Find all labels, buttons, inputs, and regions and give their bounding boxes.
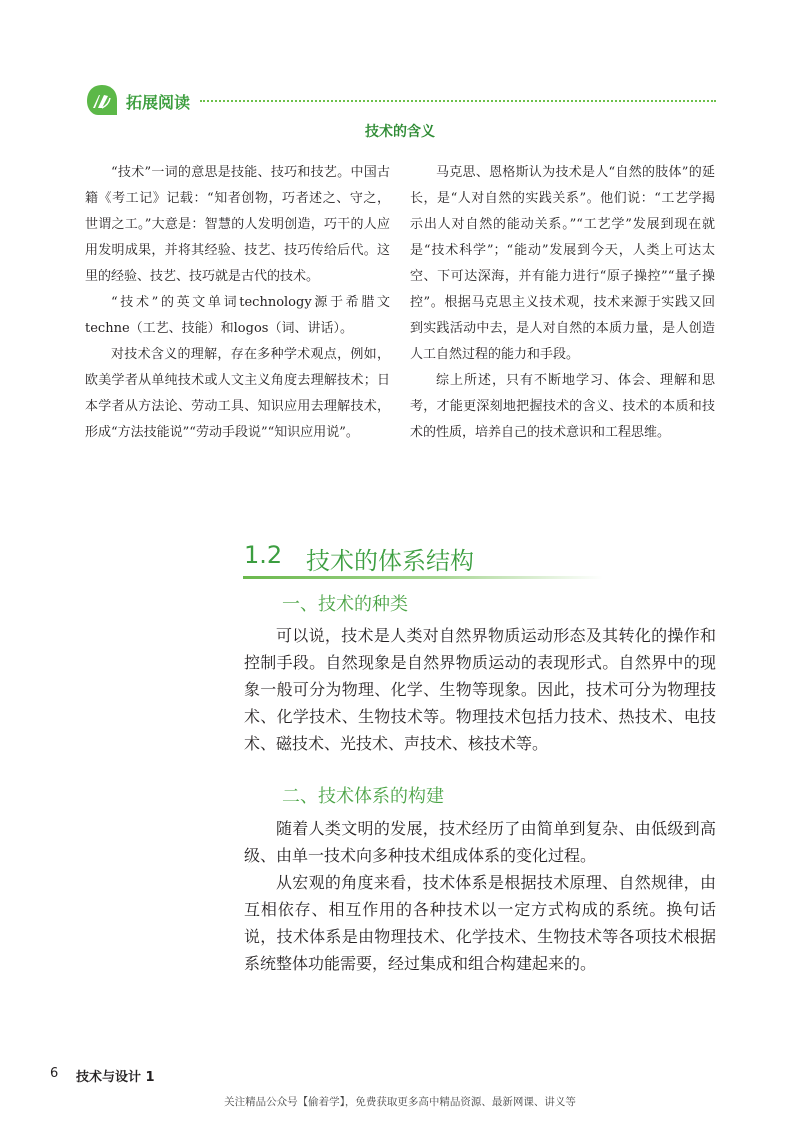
reading-paragraph: “技术”一词的意思是技能、技巧和技艺。中国古籍《考工记》记载：“知者创物，巧者述之、守之，世谓之工。”大意是：智慧的人发明创造，巧干的人应用发明成果，并将其经验、技艺、技巧传给后代。这里的经验、技艺、技巧就是古代的技术。: [85, 165, 390, 284]
body-paragraph: 可以说，技术是人类对自然界物质运动形态及其转化的操作和控制手段。自然现象是自然界物质运动的表现形式。自然界中的现象一般可分为物理、化学、生物等现象。因此，技术可分为物理技术、化学技术、生物技术等。物理技术包括力技术、热技术、电技术、磁技术、光技术、声技术、核技术等。: [244, 626, 716, 753]
reading-title: 技术的含义: [365, 124, 435, 140]
extended-reading-label: 拓展阅读: [126, 93, 191, 112]
subsection-heading-construction: 二、技术体系的构建: [282, 786, 444, 807]
book-title: 技术与设计 1: [76, 1070, 155, 1085]
dotted-divider: [200, 100, 716, 102]
body-paragraph: 随着人类文明的发展，技术经历了由简单到复杂、由低级到高级、由单一技术向多种技术组成体系的变化过程。: [244, 819, 716, 865]
reading-paragraph: “技术”的英文单词technology源于希腊文techne（工艺、技能）和logos（词、讲话）。: [85, 295, 390, 336]
reading-paragraph: 马克思、恩格斯认为技术是人“自然的肢体”的延长，是“人对自然的实践关系”。他们说：“工艺学揭示出人对自然的能动关系。”“工艺学”发展到现在就是“技术科学”；“能动”发展到今天，人类上可达太空、下可达深海，并有能力进行“原子操控”“量子操控”。根据马克思主义技术观，技术来源于实践又回到实践活动中去，是人对自然的本质力量，是人创造人工自然过程的能力和手段。: [410, 165, 715, 362]
page-number: 6: [50, 1066, 59, 1081]
body-paragraph: 从宏观的角度来看，技术体系是根据技术原理、自然规律，由互相依存、相互作用的各种技术以一定方式构成的系统。换句话说，技术体系是由物理技术、化学技术、生物技术等各项技术根据系统整体功能需要，经过集成和组合构建起来的。: [244, 873, 716, 973]
section-title: 技术的体系结构: [306, 547, 474, 575]
leaf-book-icon: [86, 84, 118, 116]
section-number: 1.2: [244, 541, 283, 569]
subsection-body-types: [244, 622, 716, 757]
reading-paragraph: 综上所述，只有不断地学习、体会、理解和思考，才能更深刻地把握技术的含义、技术的本质和技术的性质，培养自己的技术意识和工程思维。: [410, 373, 715, 440]
reading-right-column: [410, 160, 715, 446]
section-underline: [243, 576, 603, 579]
reading-left-column: [85, 160, 390, 446]
reading-paragraph: 对技术含义的理解，存在多种学术观点，例如，欧美学者从单纯技术或人文主义角度去理解技术；日本学者从方法论、劳动工具、知识应用去理解技术，形成“方法技能说”“劳动手段说”“知识应用说”。: [85, 347, 390, 440]
extended-reading-header: [86, 84, 716, 118]
promo-footer: 关注精品公众号【偷着学】，免费获取更多高中精品资源、最新网课、讲义等: [224, 1096, 576, 1108]
subsection-body-construction: [244, 815, 716, 977]
subsection-heading-types: 一、技术的种类: [282, 594, 408, 615]
